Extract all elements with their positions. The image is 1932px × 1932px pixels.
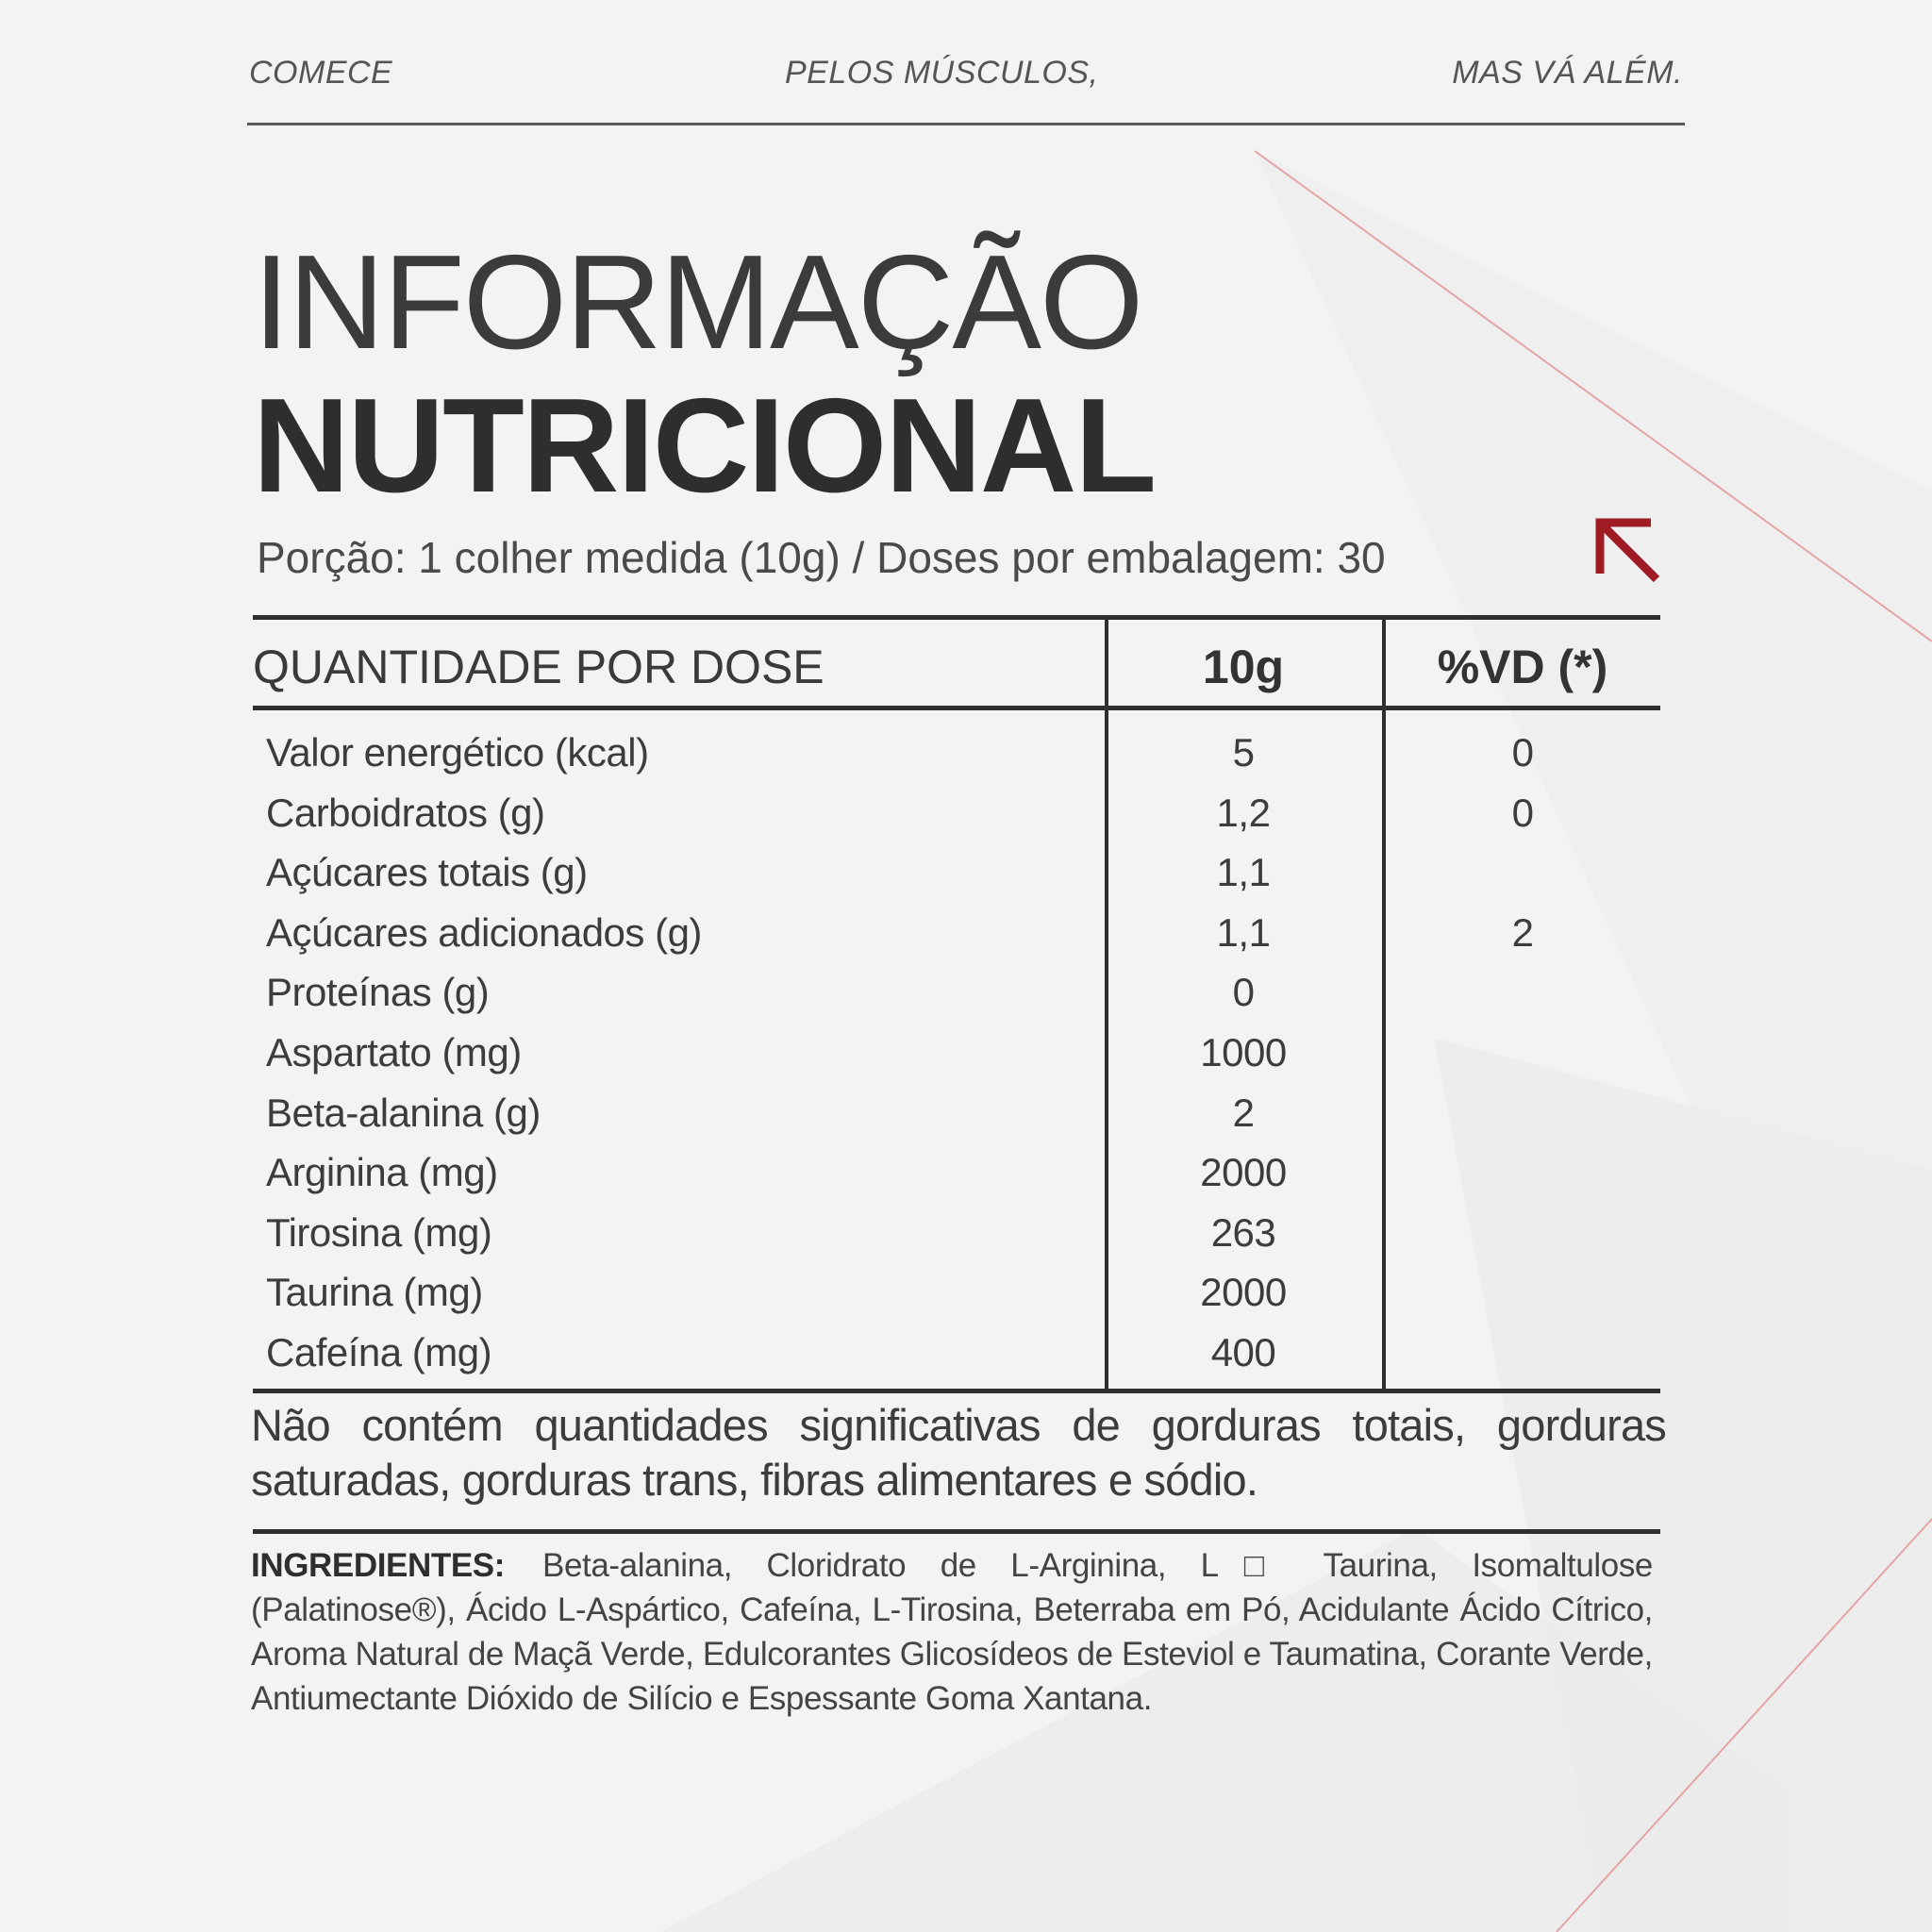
ingredients-block bbox=[251, 1543, 1653, 1721]
table-row bbox=[253, 903, 1660, 963]
tagline-right: MAS VÁ ALÉM. bbox=[1452, 55, 1683, 91]
tagline-left: COMECE bbox=[249, 55, 393, 91]
table-row bbox=[253, 962, 1660, 1023]
row-nutrient-name: Açúcares totais (g) bbox=[266, 850, 588, 895]
table-row bbox=[253, 1083, 1660, 1143]
row-quantity: 2 bbox=[1232, 1090, 1255, 1135]
table-header-daily-value: %VD (*) bbox=[1437, 641, 1608, 693]
ingredients-text: Beta-alanina, Cloridrato de L-Arginina, L□ Taurina, Isomaltulose (Palatinose®), Ácido L-Aspártico, Cafeína, L-Tirosina, Beterraba em Pó, Acidulante Ácido Cítrico, Aroma Natural de Maçã Verde, Edulcorantes Glicosídeos de Esteviol e Taumatina, Corante Verde, Antiumectante Dióxido de Silício e Espessante Goma Xantana. bbox=[251, 1547, 1653, 1717]
row-nutrient-name: Valor energético (kcal) bbox=[266, 730, 649, 774]
table-row bbox=[253, 1323, 1660, 1383]
arrow-up-left-icon bbox=[1594, 517, 1662, 585]
ingredients-label: INGREDIENTES: bbox=[251, 1547, 505, 1584]
row-quantity: 400 bbox=[1210, 1329, 1276, 1374]
table-row bbox=[253, 783, 1660, 843]
row-nutrient-name: Taurina (mg) bbox=[266, 1270, 483, 1315]
row-nutrient-name: Cafeína (mg) bbox=[266, 1329, 492, 1374]
table-row bbox=[253, 1262, 1660, 1323]
table-row bbox=[253, 1142, 1660, 1203]
table-row bbox=[253, 842, 1660, 903]
table-header-quantity: 10g bbox=[1202, 641, 1285, 693]
table-header-name: QUANTIDADE POR DOSE bbox=[253, 641, 824, 693]
table-row bbox=[253, 1023, 1660, 1083]
row-nutrient-name: Carboidratos (g) bbox=[266, 790, 545, 835]
table-row bbox=[253, 1203, 1660, 1263]
table-row bbox=[253, 723, 1660, 783]
row-quantity: 0 bbox=[1232, 970, 1255, 1015]
tagline-center: PELOS MÚSCULOS, bbox=[785, 55, 1099, 91]
row-nutrient-name: Aspartato (mg) bbox=[266, 1029, 522, 1074]
row-quantity: 2000 bbox=[1200, 1270, 1287, 1315]
row-nutrient-name: Beta-alanina (g) bbox=[266, 1090, 541, 1135]
table-body bbox=[253, 723, 1660, 1383]
portion-info: Porção: 1 colher medida (10g) / Doses por embalagem: 30 bbox=[257, 533, 1386, 582]
row-nutrient-name: Arginina (mg) bbox=[266, 1150, 498, 1195]
nutrition-note: Não contém quantidades significativas de gorduras totais, gorduras saturadas, gorduras trans, fibras alimentares e sódio. bbox=[251, 1400, 1666, 1505]
row-quantity: 1,1 bbox=[1216, 850, 1271, 895]
row-quantity: 1,2 bbox=[1216, 790, 1271, 835]
row-quantity: 2000 bbox=[1200, 1150, 1287, 1195]
table-top-rule bbox=[253, 615, 1660, 620]
row-daily-value: 2 bbox=[1511, 909, 1534, 955]
row-daily-value: 0 bbox=[1511, 790, 1534, 835]
table-header-rule bbox=[253, 706, 1660, 710]
header-divider bbox=[247, 123, 1685, 125]
page-title-line2: NUTRICIONAL bbox=[253, 371, 1156, 521]
ingredients-divider bbox=[253, 1529, 1660, 1534]
table-bottom-rule bbox=[253, 1389, 1660, 1393]
row-quantity: 1,1 bbox=[1216, 909, 1271, 955]
row-nutrient-name: Tirosina (mg) bbox=[266, 1209, 492, 1255]
page-title-line1: INFORMAÇÃO bbox=[253, 227, 1142, 377]
row-daily-value: 0 bbox=[1511, 730, 1534, 774]
row-quantity: 1000 bbox=[1200, 1029, 1287, 1074]
row-nutrient-name: Açúcares adicionados (g) bbox=[266, 909, 702, 955]
row-quantity: 263 bbox=[1210, 1209, 1276, 1255]
row-nutrient-name: Proteínas (g) bbox=[266, 970, 490, 1015]
row-quantity: 5 bbox=[1232, 730, 1255, 774]
